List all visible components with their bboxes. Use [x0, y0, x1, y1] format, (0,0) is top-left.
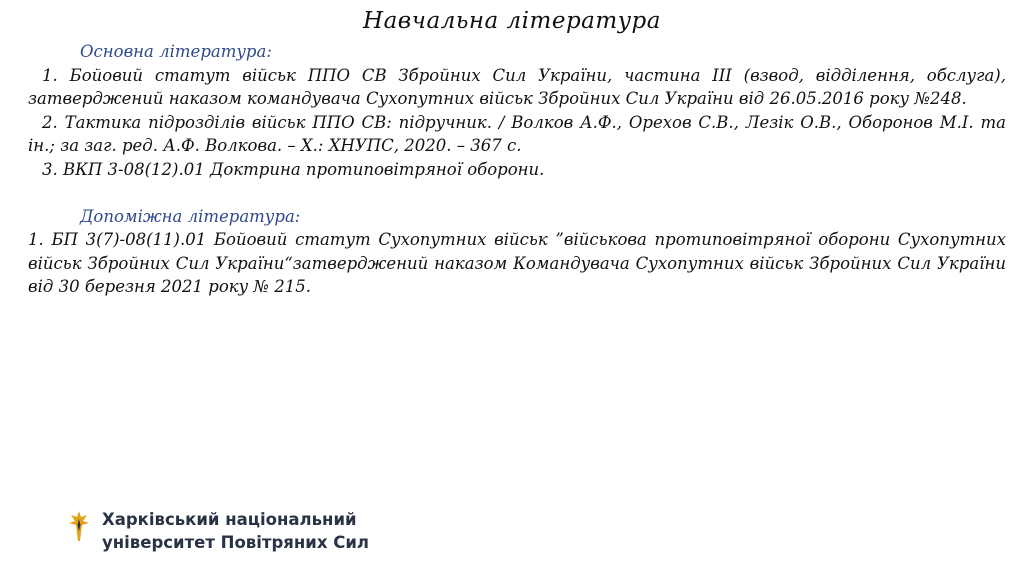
- additional-literature-heading: Допоміжна література:: [80, 206, 301, 226]
- main-literature-item-2: 2. Тактика підрозділів військ ППО СВ: підручник. / Волков А.Ф., Орехов С.В., Лезік О.В., Оборонов М.І. та ін.; за заг. ред. А.Ф. Волкова. – Х.: ХНУПС, 2020. – 367 с.: [28, 112, 1006, 155]
- section-spacer: [28, 181, 1006, 205]
- university-name: [102, 508, 369, 554]
- additional-literature-item-1: 1. БП 3(7)-08(11).01 Бойовий статут Сухопутних військ ”військова протиповітряної оборони Сухопутних військ Збройних Сил України“затверджений наказом Командувача Сухопутних військ Збройних Сил України від 30 березня 2021 року № 215.: [28, 230, 1006, 296]
- main-literature-heading: Основна література:: [80, 42, 272, 61]
- university-name-line1: Харківський національний: [102, 510, 357, 529]
- page-title: Навчальна література: [363, 8, 661, 34]
- footer: [68, 508, 369, 554]
- main-literature-item-3: 3. ВКП 3-08(12).01 Доктрина протиповітряної оборони.: [42, 159, 545, 179]
- university-name-line2: університет Повітряних Сил: [102, 533, 369, 552]
- university-emblem-icon: [68, 509, 90, 543]
- main-literature-item-1: 1. Бойовий статут військ ППО СВ Збройних Сил України, частина ІІІ (взвод, відділення, обслуга), затверджений наказом командувача Сухопутних військ Збройних Сил України від 26.05.2016 року №248.: [28, 65, 1006, 108]
- literature-content: [28, 40, 1006, 299]
